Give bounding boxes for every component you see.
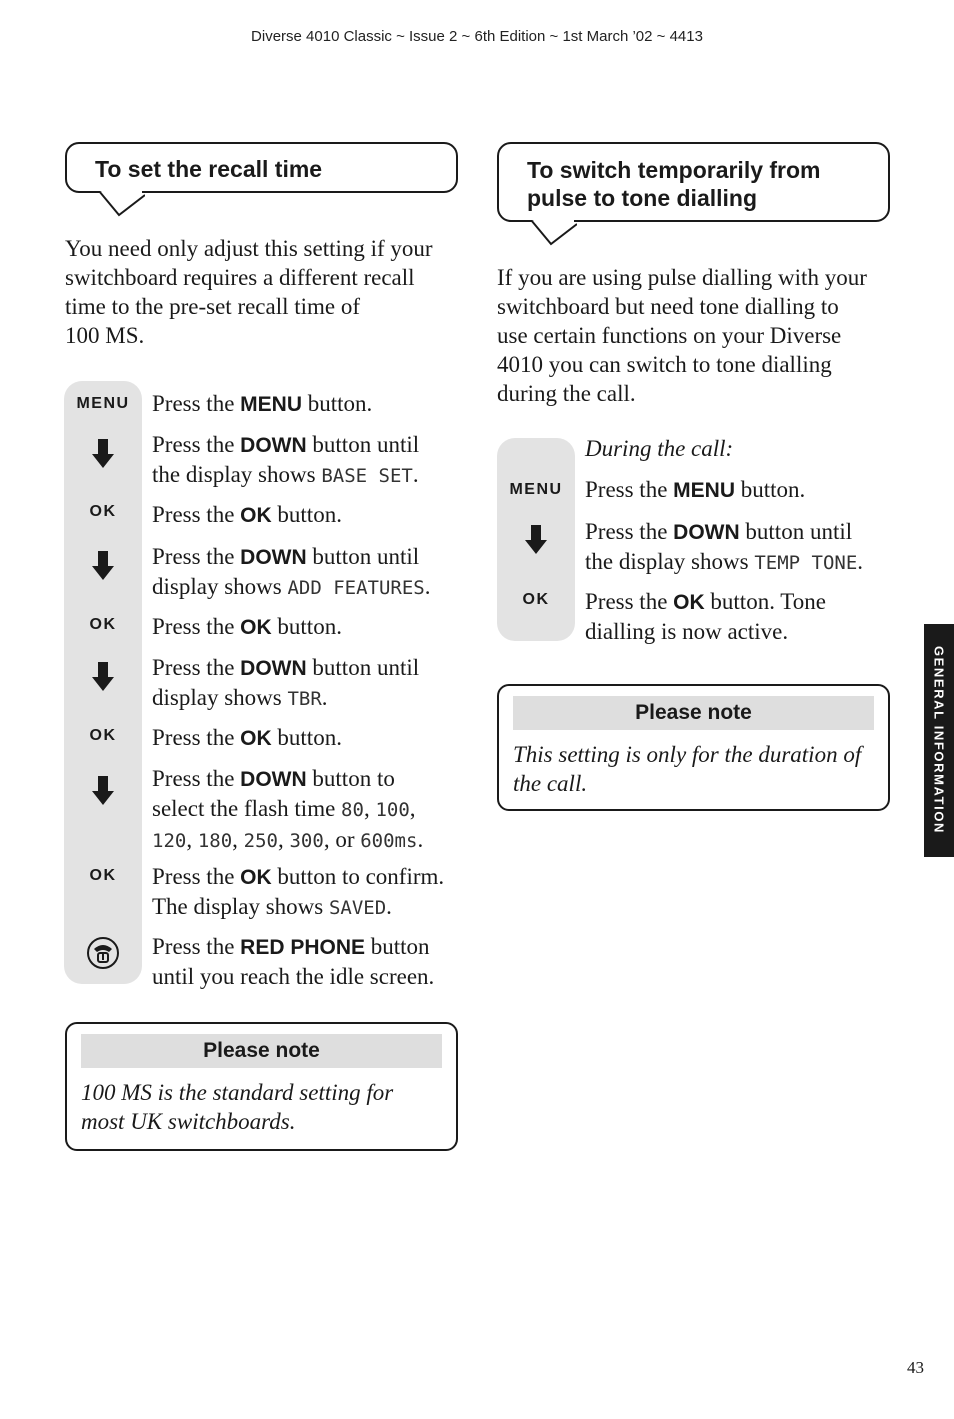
section-side-tab: [924, 624, 954, 857]
during-call-label: During the call:: [585, 436, 734, 461]
red-phone-icon: [86, 936, 120, 970]
down-arrow-icon: [91, 662, 115, 692]
note-box-recall: [65, 1022, 458, 1151]
menu-label: MENU: [76, 395, 130, 412]
down-arrow-icon: [91, 439, 115, 469]
ok-label: OK: [89, 616, 117, 633]
down-arrow-icon: [91, 551, 115, 581]
side-tab-label: GENERAL INFORMATION: [931, 645, 947, 835]
ok-label: OK: [89, 867, 117, 884]
heading-text: To set the recall time: [95, 156, 323, 182]
running-header: Diverse 4010 Classic ~ Issue 2 ~ 6th Edition ~ 1st March ’02 ~ 4413: [251, 28, 703, 45]
note-body: 100 MS is the standard setting for most UK switchboards.: [81, 1080, 394, 1134]
note-title: Please note: [81, 1034, 442, 1068]
section-heading-recall-time: [65, 142, 458, 193]
speech-bubble-tail: [99, 191, 145, 218]
intro-paragraph: You need only adjust this setting if your switchboard requires a different recall time to the pre-set recall time of 100 MS.: [65, 236, 433, 348]
ok-label: OK: [89, 727, 117, 744]
ok-label: OK: [89, 503, 117, 520]
speech-bubble-tail: [531, 220, 577, 247]
note-body: This setting is only for the duration of the call.: [513, 742, 862, 796]
ok-label: OK: [522, 591, 550, 608]
note-box-tone: [497, 684, 890, 811]
note-title: Please note: [513, 696, 874, 730]
down-arrow-icon: [91, 776, 115, 806]
section-heading-pulse-to-tone: [497, 142, 890, 222]
heading-line: To switch temporarily from: [527, 157, 821, 183]
down-arrow-icon: [524, 525, 548, 555]
heading-line: pulse to tone dialling: [527, 185, 757, 211]
intro-paragraph: If you are using pulse dialling with your switchboard but need tone dialling to use certain functions on your Diverse 4010 you can switch to tone dialling during the call.: [497, 265, 867, 406]
menu-label: MENU: [509, 481, 563, 498]
page-number: 43: [907, 1358, 924, 1377]
